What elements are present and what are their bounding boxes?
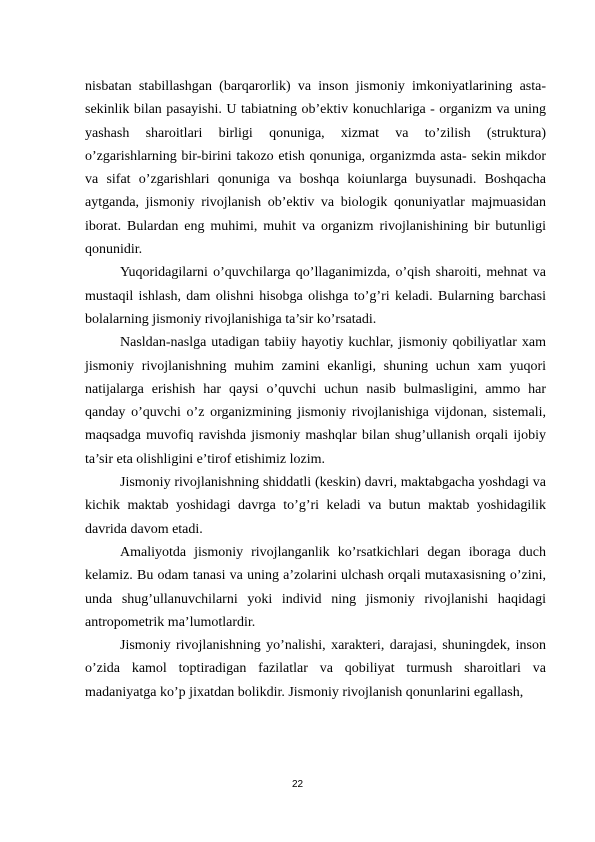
paragraph: Nasldan-naslga utadigan tabiiy hayotiy kuchlar, jismoniy qobiliyatlar xam jismoniy rivojlanishning muhim zamini ekanligi, shuning uchun xam yuqori natijalarga erishish har qaysi o’quvchi uchun nasib bulmasligini, ammo har qanday o’quvchi o’z organizmining jismoniy rivojlanishiga vijdonan, sistemali, maqsadga muvofiq ravishda jismoniy mashqlar bilan shug’ullanish orqali ijobiy ta’sir eta olishligini e’tirof etishimiz lozim.	[85, 335, 546, 467]
paragraph: Amaliyotda jismoniy rivojlanganlik ko’rsatkichlari degan iboraga duch kelamiz. Bu odam tanasi va uning a’zolarini ulchash orqali mutaxasisning o’zini, unda shug’ullanuvchilarni yoki individ ning jismoniy rivojlanishi haqidagi antropometrik ma’lumotlardir.	[85, 544, 546, 630]
paragraph: Yuqoridagilarni o’quvchilarga qo’llaganimizda, o’qish sharoiti, mehnat va mustaqil ishlash, dam olishni hisobga olishga to’g’ri keladi. Bularning barchasi bolalarning jismoniy rivojlanishiga ta’sir ko’rsatadi.	[85, 265, 546, 327]
paragraph: Jismoniy rivojlanishning yo’nalishi, xarakteri, darajasi, shuningdek, inson o’zida kamol toptiradigan fazilatlar va qobiliyat turmush sharoitlari va madaniyatga ko’p jixatdan bolikdir. Jismoniy rivojlanish qonunlarini egallash,	[85, 638, 546, 700]
document-page	[85, 75, 546, 704]
page-number: 22	[291, 779, 304, 790]
paragraph-continuation: nisbatan stabillashgan (barqarorlik) va inson jismoniy imkoniyatlarining asta-sekinlik bilan pasayishi. U tabiatning ob’ektiv konuchlariga - organizm va uning yashash sharoitlari birligi qonuniga, xizmat va to’zilish (struktura) o’zgarishlarning bir-birini takozo etish qonuniga, organizmda asta- sekin mikdor va sifat o’zgarishlari qonuniga va boshqa koiunlarga buysunadi. Boshqacha aytganda, jismoniy rivojlanish ob’ektiv va biologik qonuniyatlar majmuasidan iborat. Bulardan eng muhimi, muhit va organizm rivojlanishining bir butunligi qonunidir.	[85, 79, 546, 258]
paragraph: Jismoniy rivojlanishning shiddatli (keskin) davri, maktabgacha yoshdagi va kichik maktab yoshidagi davrga to’g’ri keladi va butun maktab yoshidagilik davrida davom etadi.	[85, 475, 546, 537]
